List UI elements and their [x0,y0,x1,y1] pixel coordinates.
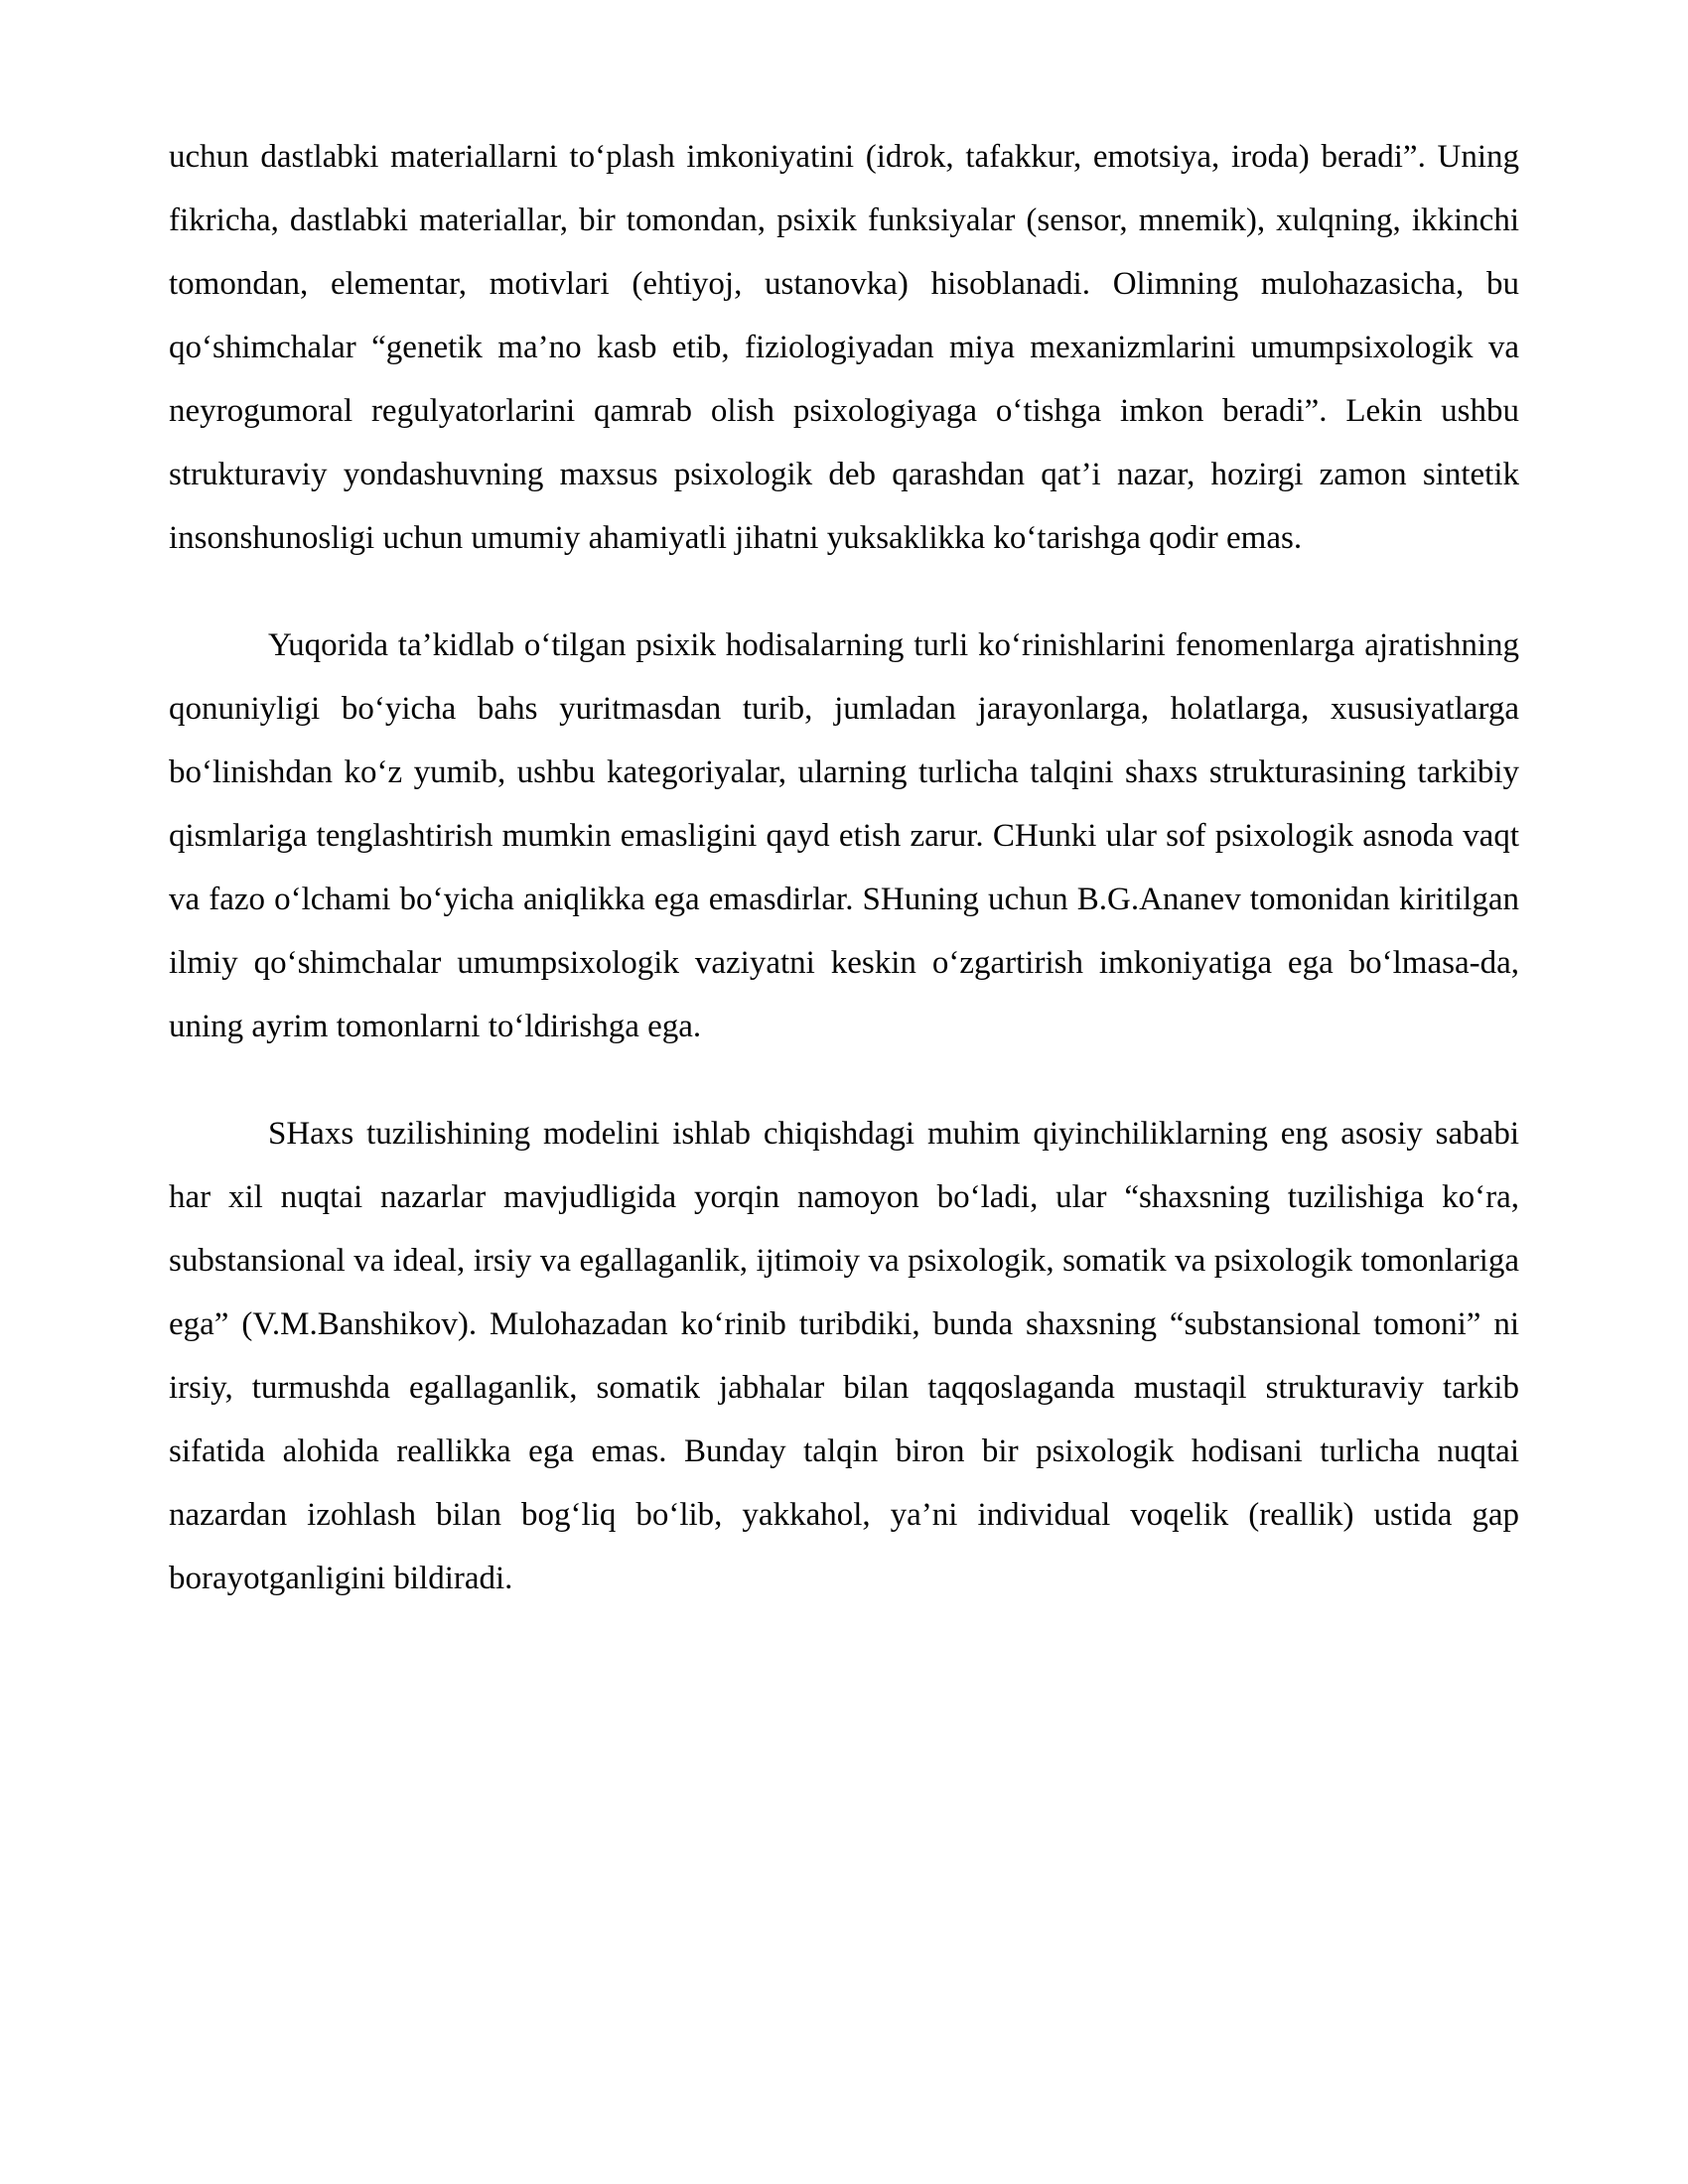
paragraph-2: Yuqorida ta’kidlab o‘tilgan psixik hodisalarning turli ko‘rinishlarini fenomenlarga ajratishning qonuniyligi bo‘yicha bahs yuritmasdan turib, jumladan jarayonlarga, holatlarga, xususiyatlarga bo‘linishdan ko‘z yumib, ushbu kategoriyalar, ularning turlicha talqini shaxs strukturasining tarkibiy qismlariga tenglashtirish mumkin emasligini qayd etish zarur. CHunki ular sof psixologik asnoda vaqt va fazo o‘lchami bo‘yicha aniqlikka ega emasdirlar. SHuning uchun B.G.Ananev tomonidan kiritilgan ilmiy qo‘shimchalar umumpsixologik vaziyatni keskin o‘zgartirish imkoniyatiga ega bo‘lmasa-da, uning ayrim tomonlarni to‘ldirishga ega. [169,627,1519,1044]
paragraph-3: SHaxs tuzilishining modelini ishlab chiqishdagi muhim qiyinchiliklarning eng asosiy sababi har xil nuqtai nazarlar mavjudligida yorqin namoyon bo‘ladi, ular “shaxsning tuzilishiga ko‘ra, substansional va ideal, irsiy va egallaganlik, ijtimoiy va psixologik, somatik va psixologik tomonlariga ega” (V.M.Banshikov). Mulohazadan ko‘rinib turibdiki, bunda shaxsning “substansional tomoni” ni irsiy, turmushda egallaganlik, somatik jabhalar bilan taqqoslaganda mustaqil strukturaviy tarkib sifatida alohida reallikka ega emas. Bunday talqin biron bir psixologik hodisani turlicha nuqtai nazardan izohlash bilan bog‘liq bo‘lib, yakkahol, ya’ni individual voqelik (reallik) ustida gap borayotganligini bildiradi. [169,1116,1519,1596]
text-block [169,125,1519,1610]
paragraph-continuation: uchun dastlabki materiallarni to‘plash imkoniyatini (idrok, tafakkur, emotsiya, iroda) beradi”. Uning fikricha, dastlabki materiallar, bir tomondan, psixik funksiyalar (sensor, mnemik), xulqning, ikkinchi tomondan, elementar, motivlari (ehtiyoj, ustanovka) hisoblanadi. Olimning mulohazasicha, bu qo‘shimchalar “genetik ma’no kasb etib, fiziologiyadan miya mexanizmlarini umumpsixologik va neyrogumoral regulyatorlarini qamrab olish psixologiyaga o‘tishga imkon beradi”. Lekin ushbu strukturaviy yondashuvning maxsus psixologik deb qarashdan qat’i nazar, hozirgi zamon sintetik insonshunosligi uchun umumiy ahamiyatli jihatni yuksaklikka ko‘tarishga qodir emas. [169,139,1519,556]
